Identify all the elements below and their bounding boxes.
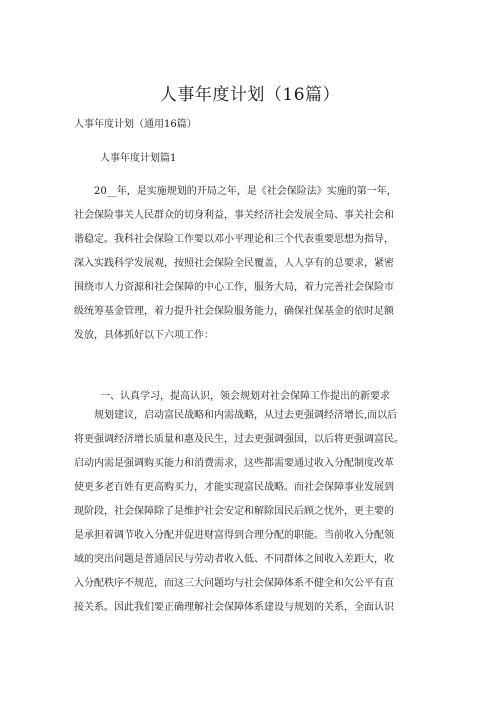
- paragraph-line: 入分配秩序不规范，而这三大问题均与社会保障体系不健全和欠公平有直: [74, 578, 394, 589]
- section-heading-1: 一、认真学习，提高认识，领会规划对社会保障工作提出的新要求: [100, 391, 390, 402]
- paragraph-line: 将更强调经济增长质量和惠及民生，过去更强调强国，以后将更强调富民。: [74, 434, 404, 445]
- paragraph-line: 20__年，是实施规划的开局之年，是《社会保险法》实施的第一年，: [94, 186, 397, 197]
- paragraph-line: 使更多老百姓有更高购买力，才能实现富民战略。而社会保障事业发展到: [74, 482, 394, 493]
- paragraph-1: [74, 180, 432, 348]
- paragraph-line: 级统筹基金管理，着力提升社会保险服务能力，确保社保基金的依时足额: [74, 306, 394, 317]
- paragraph-line: 发放，具体抓好以下六项工作：: [74, 330, 214, 341]
- paragraph-line: 是承担着调节收入分配并促进财富得到合理分配的职能。当前收入分配领: [74, 530, 394, 541]
- paragraph-2: [74, 404, 432, 620]
- paragraph-line: 现阶段，社会保障除了是维护社会安定和解除国民后顾之忧外，更主要的: [74, 506, 394, 517]
- document-title: 人事年度计划（16篇）: [159, 85, 341, 105]
- paragraph-line: 域的突出问题是普通居民与劳动者收入低、不同群体之间收入差距大，收: [74, 554, 394, 565]
- paragraph-line: 接关系。因此我们要正确理解社会保障体系建设与规划的关系，全面认识: [74, 602, 394, 613]
- article-heading: 人事年度计划篇1: [100, 153, 177, 164]
- paragraph-line: 谐稳定。我科社会保险工作要以邓小平理论和三个代表重要思想为指导，: [74, 234, 394, 245]
- paragraph-line: 深入实践科学发展观，按照社会保险全民覆盖，人人享有的总要求，紧密: [74, 258, 394, 269]
- paragraph-line: 启动内需是强调购买能力和消费需求，这些都需要通过收入分配制度改革: [74, 458, 394, 469]
- paragraph-line: 围绕市人力资源和社会保障的中心工作，服务大局，着力完善社会保险市: [74, 282, 394, 293]
- document-subtitle: 人事年度计划（通用16篇）: [74, 119, 197, 130]
- paragraph-line: 规划建议，启动富民战略和内需战略，从过去更强调经济增长,而以后: [94, 410, 398, 421]
- paragraph-line: 社会保险事关人民群众的切身利益，事关经济社会发展全局、事关社会和: [74, 210, 394, 221]
